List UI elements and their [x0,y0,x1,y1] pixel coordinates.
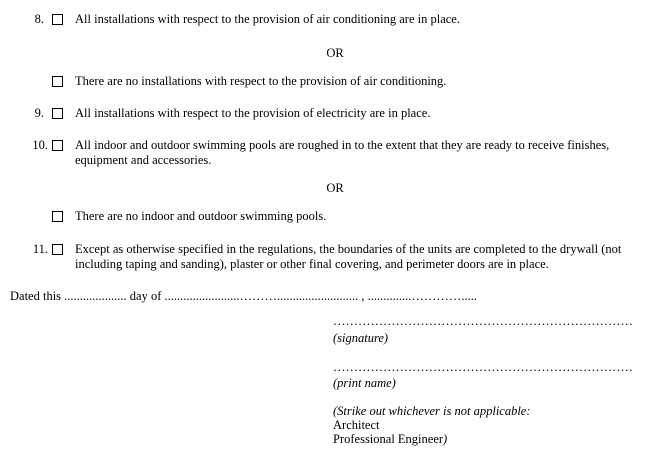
item-text-10-alt: There are no indoor and outdoor swimming pools. [75,209,327,223]
dated-line[interactable]: Dated this .................... day of ........................……….......................... , ..............…………..... [10,289,477,303]
item-number-11: 11. [32,242,48,256]
checkbox-item-10[interactable] [52,140,63,151]
item-text-11: Except as otherwise specified in the regulations, the boundaries of the units are completed to the drywall (not including taping and sanding), plaster or other final covering, and perimeter doors are in place. [75,242,622,271]
print-name-label: (print name) [333,376,396,390]
or-separator-2: OR [326,181,344,195]
item-text-8: All installations with respect to the provision of air conditioning are in place. [75,12,460,26]
item-text-10: All indoor and outdoor swimming pools are roughed in to the extent that they are ready to receive finishes, equipment and accessories. [75,138,610,167]
strike-out-note: (Strike out whichever is not applicable: [333,404,531,418]
option-architect: Architect [333,418,380,432]
checkbox-item-10-alt[interactable] [52,211,63,222]
item-text-9: All installations with respect to the provision of electricity are in place. [75,106,431,120]
signature-label: (signature) [333,331,389,345]
item-text-8-alt: There are no installations with respect to the provision of air conditioning. [75,74,447,88]
checkbox-item-8[interactable] [52,14,63,25]
checkbox-item-11[interactable] [52,244,63,255]
print-name-line[interactable]: ……………………………………………………………… [333,360,633,374]
checkbox-item-8-alt[interactable] [52,76,63,87]
item-number-8: 8. [34,12,44,26]
checkbox-item-9[interactable] [52,108,63,119]
closing-parenthesis: ) [443,432,448,446]
option-professional-engineer-label: Professional Engineer [333,432,444,446]
or-separator-1: OR [326,46,344,60]
item-number-10: 10. [32,138,48,152]
signature-line[interactable]: ……………………………………………………………… [333,314,633,328]
item-number-9: 9. [34,106,44,120]
option-professional-engineer [333,432,447,447]
